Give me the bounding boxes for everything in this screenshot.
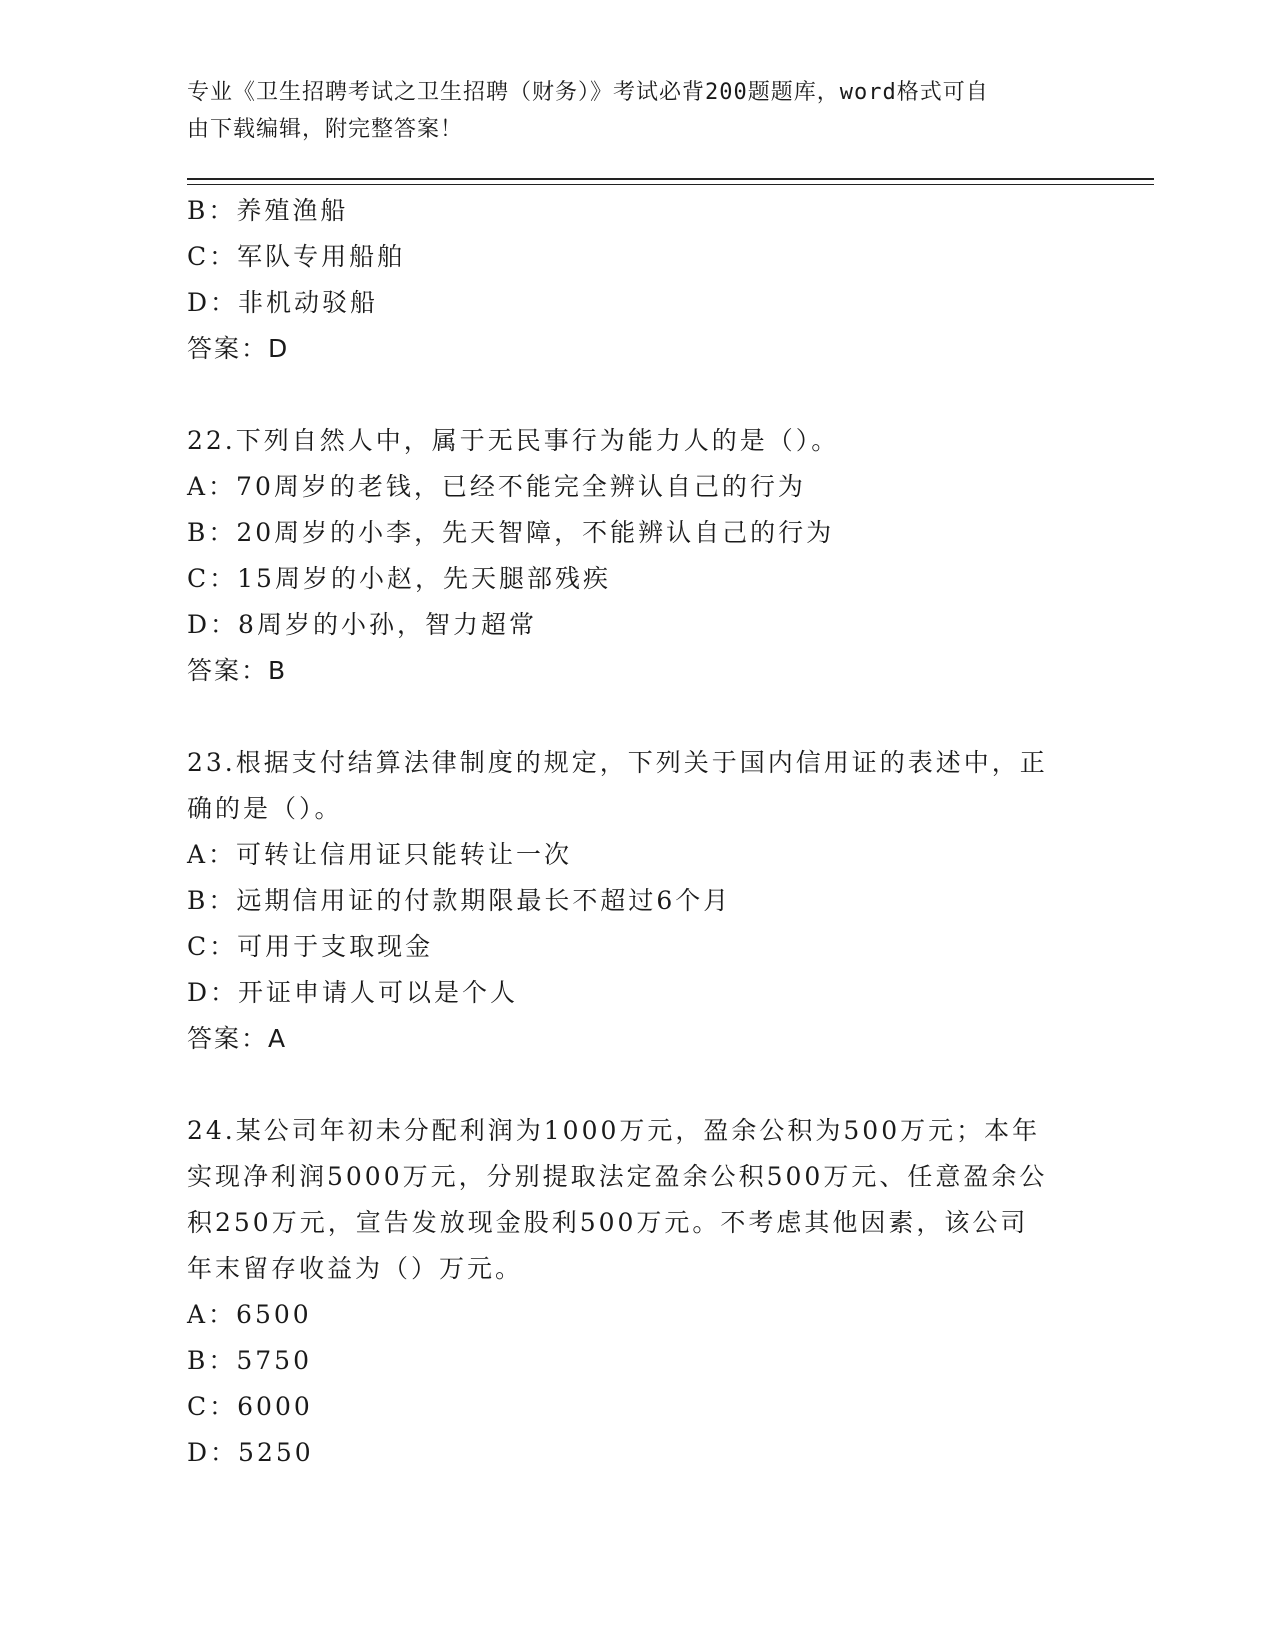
header-divider-thin <box>187 184 1154 185</box>
spacer <box>187 372 1087 418</box>
option-d: D：5250 <box>187 1438 314 1467</box>
question-24-stem-line-4: 年末留存收益为（）万元。 <box>187 1254 524 1283</box>
option-b: B：远期信用证的付款期限最长不超过6个月 <box>187 886 732 915</box>
option-d: D：非机动驳船 <box>187 288 379 317</box>
question-24 <box>187 1108 1087 1476</box>
header-line-2: 由下载编辑，附完整答案！ <box>187 117 464 142</box>
header-line-1: 专业《卫生招聘考试之卫生招聘（财务）》考试必背200题题库，word格式可自 <box>187 80 989 105</box>
option-a: A：6500 <box>187 1300 312 1329</box>
spacer <box>187 1062 1087 1108</box>
spacer <box>187 694 1087 740</box>
answer-21: 答案：D <box>187 334 290 363</box>
option-d: D：8周岁的小孙，智力超常 <box>187 610 537 639</box>
question-22 <box>187 418 1087 694</box>
answer-22: 答案：B <box>187 656 288 685</box>
question-23-stem-line-1: 23.根据支付结算法律制度的规定，下列关于国内信用证的表述中，正 <box>187 748 1048 777</box>
question-23 <box>187 740 1087 1062</box>
option-b: B：5750 <box>187 1346 312 1375</box>
question-24-stem-line-1: 24.某公司年初未分配利润为1000万元，盈余公积为500万元；本年 <box>187 1116 1041 1145</box>
option-c: C：军队专用船舶 <box>187 242 406 271</box>
header-divider-thick <box>187 178 1154 180</box>
question-23-stem-line-2: 确的是（）。 <box>187 794 343 823</box>
option-b: B：20周岁的小李，先天智障，不能辨认自己的行为 <box>187 518 835 547</box>
question-21-tail <box>187 188 1087 372</box>
option-a: A：70周岁的老钱，已经不能完全辨认自己的行为 <box>187 472 806 501</box>
question-24-stem-line-2: 实现净利润5000万元，分别提取法定盈余公积500万元、任意盈余公 <box>187 1162 1048 1191</box>
option-c: C：15周岁的小赵，先天腿部残疾 <box>187 564 611 593</box>
option-c: C：6000 <box>187 1392 313 1421</box>
option-d: D：开证申请人可以是个人 <box>187 978 519 1007</box>
option-c: C：可用于支取现金 <box>187 932 434 961</box>
option-b: B：养殖渔船 <box>187 196 349 225</box>
answer-23: 答案：A <box>187 1024 288 1053</box>
question-list <box>187 188 1087 1476</box>
question-24-stem-line-3: 积250万元，宣告发放现金股利500万元。不考虑其他因素，该公司 <box>187 1208 1029 1237</box>
document-header <box>187 74 1067 148</box>
question-22-stem: 22.下列自然人中，属于无民事行为能力人的是（）。 <box>187 426 840 455</box>
option-a: A：可转让信用证只能转让一次 <box>187 840 573 869</box>
